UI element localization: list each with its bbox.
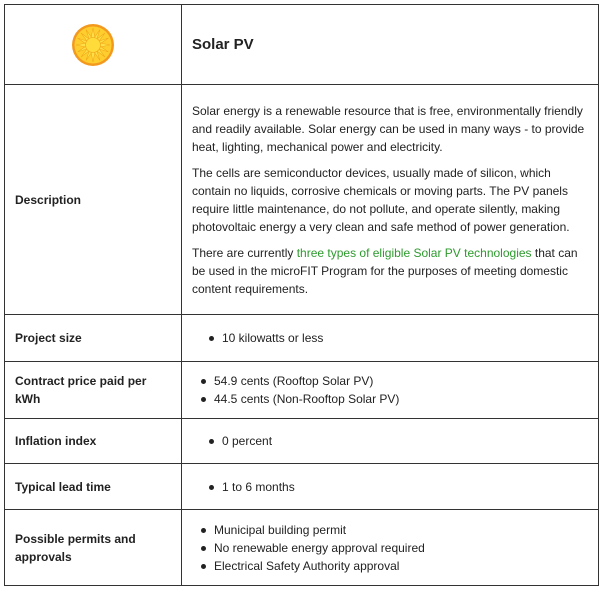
inflation-value — [182, 419, 599, 464]
solar-pv-info-table — [4, 4, 599, 586]
list-item: 1 to 6 months — [222, 478, 590, 496]
paragraph-3-text-after: that can be used in the microFIT Program for the purposes of meeting domestic content requirements. — [192, 245, 578, 296]
title-cell — [182, 5, 599, 85]
inflation-label: Inflation index — [5, 419, 182, 464]
description-paragraph-3 — [192, 244, 590, 298]
sun-icon — [71, 23, 115, 67]
description-label: Description — [5, 85, 182, 315]
project-size-row — [5, 315, 599, 362]
description-value — [182, 85, 599, 315]
permits-value — [182, 510, 599, 586]
list-item: 54.9 cents (Rooftop Solar PV) — [214, 372, 590, 390]
contract-price-list — [192, 372, 590, 408]
project-size-value — [182, 315, 599, 362]
project-size-list — [192, 329, 590, 347]
contract-price-value — [182, 362, 599, 419]
permits-label: Possible permits and approvals — [5, 510, 182, 586]
description-row — [5, 85, 599, 315]
inflation-row — [5, 419, 599, 464]
permits-list — [192, 521, 590, 575]
project-size-label: Project size — [5, 315, 182, 362]
description-paragraph-2: The cells are semiconductor devices, usually made of silicon, which contain no liquids, corrosive chemicals or moving parts. The PV panels require little maintenance, do not pollute, and operate silently, making photovoltaic energy a very clean and safe method of power generation. — [192, 165, 570, 234]
list-item: 10 kilowatts or less — [222, 329, 590, 347]
contract-price-label: Contract price paid per kWh — [5, 362, 182, 419]
icon-cell — [5, 5, 182, 85]
list-item: 44.5 cents (Non-Rooftop Solar PV) — [214, 390, 590, 408]
contract-price-row — [5, 362, 599, 419]
page-title: Solar PV — [192, 36, 254, 53]
list-item: Municipal building permit — [214, 521, 590, 539]
lead-time-value — [182, 464, 599, 510]
lead-time-list — [192, 478, 590, 496]
paragraph-3-text-before: There are currently — [192, 245, 297, 260]
header-row — [5, 5, 599, 85]
list-item: 0 percent — [222, 432, 590, 450]
lead-time-label: Typical lead time — [5, 464, 182, 510]
lead-time-row — [5, 464, 599, 510]
eligible-technologies-link[interactable]: three types of eligible Solar PV technologies — [296, 245, 532, 260]
permits-row — [5, 510, 599, 586]
list-item: No renewable energy approval required — [214, 539, 590, 557]
inflation-list — [192, 432, 590, 450]
description-paragraph-1: Solar energy is a renewable resource that is free, environmentally friendly and readily available. Solar energy can be used in many ways - to provide heat, lighting, mechanical power and electricity. — [192, 103, 585, 154]
list-item: Electrical Safety Authority approval — [214, 557, 590, 575]
